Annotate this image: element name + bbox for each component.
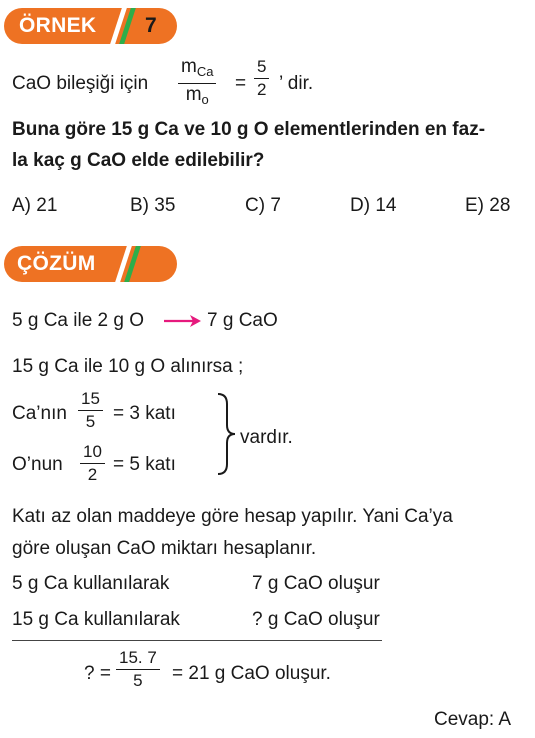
option-b: B) 35 xyxy=(130,195,176,216)
ratio-equals: = xyxy=(235,73,247,94)
o-fraction: $\frac{10}{2}$ xyxy=(80,441,105,486)
o-label: O’nun xyxy=(12,454,63,475)
example-badge-label: ÖRNEK xyxy=(19,14,97,37)
explain-line-2: göre oluşan CaO miktarı hesaplanır. xyxy=(12,538,317,559)
reaction-left: 5 g Ca ile 2 g O xyxy=(12,310,145,331)
brace-text: vardır. xyxy=(240,427,293,448)
question-line-2: la kaç g CaO elde edilebilir? xyxy=(12,150,265,171)
option-d: D) 14 xyxy=(350,195,397,216)
explain-line-1: Katı az olan maddeye göre hesap yapılır. Yani Ca’ya xyxy=(12,506,453,527)
solution-badge-label: ÇÖZÜM xyxy=(17,252,96,275)
mass-ratio-fraction: $m_{Ca}$ $m_o$ xyxy=(178,56,216,111)
ratio-suffix: ’ dir. xyxy=(279,73,314,94)
right-brace-icon xyxy=(214,392,238,476)
option-e: E) 28 xyxy=(465,195,511,216)
solution-badge xyxy=(4,246,177,282)
ca-label: Ca’nın xyxy=(12,403,67,424)
final-result: = 21 g CaO oluşur. xyxy=(172,663,331,684)
reaction-arrow-icon xyxy=(163,313,203,329)
example-badge xyxy=(4,8,177,44)
answer-text: Cevap: A xyxy=(434,709,512,730)
option-c: C) 7 xyxy=(245,195,281,216)
reaction-right: 7 g CaO xyxy=(207,310,278,331)
proportion-row-2-right: ? g CaO oluşur xyxy=(252,609,380,630)
divider-line xyxy=(12,640,382,641)
proportion-row-1-left: 5 g Ca kullanılarak xyxy=(12,573,170,594)
final-prefix: ? = xyxy=(84,663,111,684)
example-intro: CaO bileşiği için xyxy=(12,73,149,94)
o-result: = 5 katı xyxy=(113,454,176,475)
example-number: 7 xyxy=(145,14,157,37)
ca-result: = 3 katı xyxy=(113,403,176,424)
option-a: A) 21 xyxy=(12,195,58,216)
given-line: 15 g Ca ile 10 g O alınırsa ; xyxy=(12,356,244,377)
final-fraction: $\frac{15. 7}{5}$ xyxy=(116,647,160,692)
question-line-1: Buna göre 15 g Ca ve 10 g O elementlerinden en faz- xyxy=(12,119,486,140)
proportion-row-1-right: 7 g CaO oluşur xyxy=(252,573,380,594)
ratio-value-fraction: $\frac{5}{2}$ xyxy=(254,56,269,101)
proportion-row-2-left: 15 g Ca kullanılarak xyxy=(12,609,180,630)
ca-fraction: $\frac{15}{5}$ xyxy=(78,388,103,433)
